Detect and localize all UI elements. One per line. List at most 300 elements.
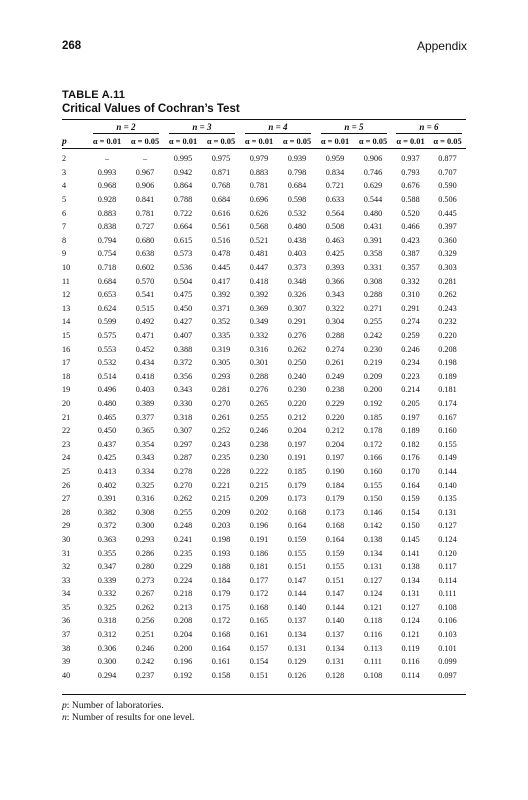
critical-value-cell: 0.240	[287, 371, 307, 381]
critical-value-cell: 0.339	[97, 575, 117, 585]
critical-value-cell: 0.312	[97, 630, 117, 640]
critical-value-cell: 0.209	[211, 507, 231, 517]
critical-value-cell: 0.185	[363, 412, 383, 422]
critical-value-cell: 0.164	[287, 521, 307, 531]
table-row	[62, 560, 466, 574]
critical-value-cell: 0.906	[135, 181, 155, 191]
critical-value-cell: 0.325	[97, 602, 117, 612]
critical-value-cell: 0.191	[287, 453, 307, 463]
group-header-row	[62, 121, 466, 134]
critical-value-cell: 0.293	[135, 534, 155, 544]
table-row	[62, 247, 466, 261]
critical-value-cell: 0.573	[173, 249, 193, 259]
critical-value-cell: 0.164	[211, 643, 231, 653]
critical-value-cell: 0.995	[173, 154, 193, 164]
p-value-cell: 21	[62, 412, 71, 422]
critical-value-cell: 0.834	[325, 167, 345, 177]
critical-value-cell: 0.303	[438, 263, 457, 273]
alpha-header: α = 0.01	[168, 137, 198, 146]
critical-value-cell: 0.906	[363, 154, 383, 164]
critical-value-cell: 0.134	[363, 548, 383, 558]
table-row	[62, 166, 466, 180]
critical-value-cell: 0.224	[173, 575, 193, 585]
p-value-cell: 11	[62, 276, 70, 286]
critical-value-cell: 0.097	[438, 670, 457, 680]
critical-value-cell: 0.124	[401, 616, 420, 626]
critical-value-cell: 0.754	[97, 249, 117, 259]
group-header: n = 5	[316, 121, 392, 134]
critical-value-cell: 0.273	[135, 575, 155, 585]
critical-value-cell: 0.192	[173, 670, 193, 680]
critical-value-cell: 0.151	[325, 575, 345, 585]
critical-value-cell: 0.242	[363, 331, 383, 341]
critical-value-cell: 0.798	[287, 167, 307, 177]
critical-value-cell: 0.144	[287, 589, 307, 599]
critical-value-cell: 0.167	[438, 412, 457, 422]
critical-value-cell: 0.564	[325, 208, 345, 218]
critical-value-cell: 0.159	[287, 534, 307, 544]
critical-value-cell: 0.198	[438, 358, 457, 368]
critical-value-cell: 0.536	[173, 263, 193, 273]
p-value-cell: 10	[62, 263, 71, 273]
critical-value-cell: 0.391	[363, 235, 383, 245]
critical-value-cell: 0.220	[438, 331, 457, 341]
critical-value-cell: 0.365	[135, 426, 155, 436]
critical-value-cell: 0.246	[401, 344, 420, 354]
critical-value-cell: 0.108	[363, 670, 383, 680]
table-row	[62, 274, 466, 288]
critical-value-cell: 0.173	[287, 494, 307, 504]
table-row	[62, 492, 466, 506]
critical-value-cell: 0.250	[287, 358, 307, 368]
p-value-cell: 34	[62, 589, 71, 599]
table-row	[62, 669, 466, 683]
alpha-header: α = 0.01	[396, 137, 425, 146]
critical-value-cell: 0.186	[249, 548, 269, 558]
critical-value-cell: 0.418	[249, 276, 269, 286]
critical-value-cell: 0.172	[363, 439, 383, 449]
critical-value-cell: 0.372	[173, 358, 193, 368]
critical-value-cell: 0.393	[325, 263, 345, 273]
table-row	[62, 587, 466, 601]
critical-value-cell: 0.146	[363, 507, 383, 517]
critical-value-cell: 0.363	[97, 534, 117, 544]
critical-value-cell: 0.255	[173, 507, 193, 517]
p-value-cell: 33	[62, 575, 71, 585]
critical-value-cell: 0.838	[97, 222, 117, 232]
critical-value-cell: 0.616	[211, 208, 231, 218]
critical-value-cell: 0.570	[135, 276, 155, 286]
critical-value-cell: 0.255	[249, 412, 269, 422]
critical-value-cell: 0.349	[249, 317, 269, 327]
table-bottom-rule	[62, 694, 466, 695]
critical-value-cell: 0.149	[438, 453, 457, 463]
critical-value-cell: 0.452	[135, 344, 155, 354]
critical-value-cell: 0.161	[249, 630, 269, 640]
critical-value-cell: 0.475	[173, 290, 193, 300]
p-value-cell: 14	[62, 317, 71, 327]
critical-value-cell: 0.664	[173, 222, 193, 232]
critical-value-cell: 0.219	[363, 358, 383, 368]
critical-value-cell: 0.445	[438, 208, 457, 218]
critical-value-cell: 0.355	[97, 548, 117, 558]
table-row	[62, 315, 466, 329]
critical-value-cell: 0.200	[173, 643, 193, 653]
critical-value-cell: 0.471	[135, 331, 155, 341]
table-row	[62, 628, 466, 642]
critical-value-cell: 0.680	[135, 235, 155, 245]
critical-value-cell: 0.294	[97, 670, 117, 680]
critical-value-cell: 0.165	[249, 616, 269, 626]
critical-value-cell: 0.255	[363, 317, 383, 327]
critical-value-cell: 0.288	[363, 290, 383, 300]
critical-value-cell: 0.402	[97, 480, 117, 490]
critical-value-cell: 0.437	[97, 439, 117, 449]
critical-value-cell: 0.515	[135, 303, 155, 313]
critical-value-cell: 0.242	[135, 657, 155, 667]
critical-value-cell: 0.425	[325, 249, 345, 259]
critical-value-cell: 0.883	[249, 167, 269, 177]
critical-value-cell: 0.480	[363, 208, 383, 218]
critical-value-cell: 0.173	[325, 507, 345, 517]
critical-value-cell: 0.391	[97, 494, 117, 504]
critical-value-cell: 0.721	[325, 181, 345, 191]
critical-value-cell: 0.161	[211, 657, 231, 667]
critical-value-cell: 0.993	[97, 167, 117, 177]
p-value-cell: 2	[62, 154, 67, 164]
critical-value-cell: 0.213	[173, 602, 193, 612]
critical-value-cell: 0.150	[363, 494, 383, 504]
critical-value-cell: 0.230	[287, 385, 307, 395]
critical-value-cell: 0.137	[325, 630, 345, 640]
table-label: TABLE A.11	[62, 89, 126, 101]
critical-value-cell: 0.192	[363, 398, 383, 408]
critical-value-cell: 0.377	[135, 412, 155, 422]
group-header-spacer	[62, 121, 88, 134]
p-value-cell: 13	[62, 303, 71, 313]
critical-value-cell: 0.373	[287, 263, 307, 273]
critical-value-cell: 0.238	[325, 385, 345, 395]
table-row	[62, 288, 466, 302]
critical-value-cell: 0.121	[363, 602, 383, 612]
critical-value-cell: 0.172	[249, 589, 269, 599]
alpha-header: α = 0.05	[282, 137, 312, 146]
critical-value-cell: 0.170	[401, 466, 420, 476]
critical-value-cell: 0.305	[211, 358, 231, 368]
critical-value-cell: 0.343	[135, 453, 155, 463]
table-row	[62, 356, 466, 370]
critical-value-cell: 0.215	[249, 480, 269, 490]
critical-value-cell: 0.481	[249, 249, 269, 259]
critical-value-cell: 0.204	[173, 630, 193, 640]
critical-value-cell: 0.356	[173, 371, 193, 381]
table-row	[62, 424, 466, 438]
critical-value-cell: 0.318	[97, 616, 117, 626]
critical-value-cell: 0.369	[249, 303, 269, 313]
table-row	[62, 641, 466, 655]
critical-value-cell: 0.334	[135, 466, 155, 476]
critical-value-cell: 0.124	[363, 589, 383, 599]
critical-value-cell: 0.590	[438, 181, 457, 191]
critical-value-cell: 0.392	[249, 290, 269, 300]
critical-value-cell: 0.106	[438, 616, 457, 626]
table-row	[62, 655, 466, 669]
critical-value-cell: 0.270	[173, 480, 193, 490]
critical-value-cell: 0.291	[287, 317, 307, 327]
table-row	[62, 533, 466, 547]
critical-value-cell: 0.189	[438, 371, 457, 381]
critical-value-cell: 0.447	[249, 263, 269, 273]
critical-value-cell: 0.164	[325, 534, 345, 544]
critical-value-cell: 0.230	[249, 453, 269, 463]
critical-value-cell: 0.262	[287, 344, 307, 354]
critical-value-cell: 0.288	[325, 331, 345, 341]
critical-value-cell: 0.129	[287, 657, 307, 667]
critical-value-cell: 0.354	[135, 439, 155, 449]
critical-value-cell: 0.794	[97, 235, 117, 245]
critical-value-cell: 0.871	[211, 167, 231, 177]
p-value-cell: 4	[62, 181, 67, 191]
critical-value-cell: 0.332	[97, 589, 117, 599]
critical-value-cell: 0.418	[135, 371, 155, 381]
critical-value-cell: 0.214	[401, 385, 420, 395]
critical-value-cell: 0.203	[211, 521, 231, 531]
critical-value-cell: 0.366	[325, 276, 345, 286]
critical-value-cell: 0.335	[211, 331, 231, 341]
table-notes	[62, 700, 194, 724]
critical-value-cell: 0.532	[287, 208, 307, 218]
critical-value-cell: 0.939	[287, 154, 307, 164]
critical-value-cell: 0.532	[97, 358, 117, 368]
critical-value-cell: 0.325	[135, 480, 155, 490]
p-value-cell: 27	[62, 494, 71, 504]
critical-value-cell: 0.445	[211, 263, 231, 273]
critical-value-cell: 0.331	[363, 263, 383, 273]
critical-value-cell: 0.241	[173, 534, 193, 544]
critical-value-cell: 0.108	[438, 602, 457, 612]
critical-value-cell: 0.188	[211, 562, 231, 572]
critical-value-cell: 0.158	[211, 670, 231, 680]
critical-value-cell: 0.382	[97, 507, 117, 517]
p-value-cell: 15	[62, 331, 71, 341]
critical-value-cell: 0.358	[363, 249, 383, 259]
critical-value-cell: 0.280	[135, 562, 155, 572]
critical-value-cell: 0.423	[401, 235, 420, 245]
critical-value-cell: 0.151	[287, 562, 307, 572]
critical-value-cell: 0.465	[97, 412, 117, 422]
critical-value-cell: 0.215	[211, 494, 231, 504]
critical-value-cell: 0.281	[211, 385, 231, 395]
critical-value-cell: 0.154	[401, 507, 420, 517]
critical-value-cell: 0.118	[363, 616, 383, 626]
critical-value-cell: 0.114	[401, 670, 420, 680]
critical-value-cell: 0.234	[401, 358, 420, 368]
critical-value-cell: 0.602	[135, 263, 155, 273]
critical-value-cell: 0.332	[249, 331, 269, 341]
critical-value-cell: 0.326	[287, 290, 307, 300]
critical-value-cell: 0.256	[135, 616, 155, 626]
critical-value-cell: 0.230	[363, 344, 383, 354]
critical-value-cell: 0.141	[401, 548, 420, 558]
critical-value-cell: 0.204	[287, 426, 307, 436]
critical-value-cell: 0.271	[363, 303, 383, 313]
critical-value-cell: 0.307	[287, 303, 307, 313]
p-value-cell: 22	[62, 426, 71, 436]
critical-value-cell: 0.220	[325, 412, 345, 422]
critical-value-cell: 0.168	[211, 630, 231, 640]
p-value-cell: 25	[62, 466, 71, 476]
table-row	[62, 614, 466, 628]
critical-value-cell: 0.138	[401, 562, 420, 572]
critical-value-cell: 0.168	[287, 507, 307, 517]
critical-value-cell: 0.975	[211, 154, 231, 164]
p-value-cell: 9	[62, 249, 67, 259]
critical-value-cell: 0.413	[97, 466, 117, 476]
p-column-header: p	[62, 136, 67, 147]
critical-value-cell: 0.164	[401, 480, 420, 490]
critical-value-cell: 0.174	[438, 398, 457, 408]
critical-value-cell: 0.329	[438, 249, 457, 259]
critical-value-cell: 0.466	[401, 222, 420, 232]
critical-value-cell: 0.288	[249, 371, 269, 381]
critical-value-cell: 0.722	[173, 208, 193, 218]
critical-value-cell: 0.480	[97, 398, 117, 408]
critical-value-cell: 0.197	[287, 439, 307, 449]
table-row	[62, 573, 466, 587]
critical-value-cell: –	[104, 154, 110, 164]
critical-value-cell: 0.316	[135, 494, 155, 504]
critical-value-cell: 0.599	[97, 317, 117, 327]
critical-value-cell: 0.575	[97, 331, 117, 341]
critical-value-cell: 0.117	[438, 562, 457, 572]
critical-value-cell: 0.427	[173, 317, 193, 327]
critical-value-cell: 0.116	[401, 657, 420, 667]
critical-value-cell: 0.212	[287, 412, 307, 422]
critical-value-cell: 0.119	[401, 643, 420, 653]
critical-value-cell: 0.684	[211, 195, 231, 205]
critical-value-cell: 0.388	[173, 344, 193, 354]
critical-value-cell: 0.343	[325, 290, 345, 300]
group-header: n = 2	[88, 121, 164, 134]
critical-value-cell: 0.184	[325, 480, 345, 490]
critical-value-cell: 0.185	[287, 466, 307, 476]
critical-value-cell: 0.615	[173, 235, 193, 245]
table-body	[62, 149, 466, 682]
critical-value-cell: 0.159	[325, 548, 345, 558]
critical-value-cell: 0.332	[401, 276, 420, 286]
p-value-cell: 30	[62, 534, 71, 544]
critical-value-cell: 0.168	[325, 521, 345, 531]
alpha-header: α = 0.05	[433, 137, 462, 146]
p-value-cell: 40	[62, 670, 71, 680]
critical-value-cell: 0.653	[97, 290, 117, 300]
critical-value-cell: 0.265	[249, 398, 269, 408]
table-row	[62, 220, 466, 234]
critical-value-cell: 0.144	[438, 466, 457, 476]
critical-value-cell: 0.204	[325, 439, 345, 449]
critical-value-cell: 0.438	[287, 235, 307, 245]
critical-value-cell: 0.319	[211, 344, 231, 354]
critical-value-cell: 0.127	[401, 602, 420, 612]
table-row	[62, 234, 466, 248]
alpha-header: α = 0.01	[320, 137, 350, 146]
table-row	[62, 451, 466, 465]
p-value-cell: 17	[62, 358, 71, 368]
critical-value-cell: 0.191	[249, 534, 269, 544]
critical-value-cell: 0.205	[401, 398, 420, 408]
critical-value-cell: 0.310	[401, 290, 420, 300]
table-row	[62, 302, 466, 316]
table-top-rule	[62, 119, 466, 120]
alpha-header: α = 0.05	[358, 137, 388, 146]
critical-value-cell: 0.243	[211, 439, 231, 449]
critical-value-cell: 0.166	[363, 453, 383, 463]
critical-value-cell: 0.209	[363, 371, 383, 381]
critical-value-cell: 0.196	[173, 657, 193, 667]
p-value-cell: 24	[62, 453, 71, 463]
critical-value-cell: 0.229	[325, 398, 345, 408]
critical-value-cell: 0.155	[287, 548, 307, 558]
critical-value-cell: 0.360	[438, 235, 457, 245]
critical-value-cell: 0.541	[135, 290, 155, 300]
table-row	[62, 397, 466, 411]
critical-value-cell: 0.116	[363, 630, 383, 640]
critical-value-cell: 0.126	[287, 670, 307, 680]
group-header: n = 4	[240, 121, 316, 134]
critical-value-cell: 0.232	[438, 317, 457, 327]
critical-value-cell: 0.304	[325, 317, 345, 327]
critical-value-cell: 0.168	[249, 602, 269, 612]
table-title: Critical Values of Cochran’s Test	[62, 103, 240, 115]
critical-value-cell: 0.159	[401, 494, 420, 504]
critical-value-cell: 0.208	[173, 616, 193, 626]
critical-value-cell: 0.262	[438, 290, 457, 300]
critical-value-cell: 0.588	[401, 195, 420, 205]
critical-value-cell: 0.633	[325, 195, 345, 205]
p-value-cell: 28	[62, 507, 71, 517]
critical-value-cell: 0.197	[401, 412, 420, 422]
p-value-cell: 38	[62, 643, 71, 653]
table-row	[62, 206, 466, 220]
critical-value-cell: 0.134	[325, 643, 345, 653]
critical-value-cell: 0.131	[438, 507, 457, 517]
p-value-cell: 36	[62, 616, 71, 626]
table-row	[62, 546, 466, 560]
critical-value-cell: 0.177	[249, 575, 269, 585]
critical-value-cell: 0.293	[211, 371, 231, 381]
critical-value-cell: 0.403	[287, 249, 307, 259]
critical-value-cell: 0.431	[363, 222, 383, 232]
critical-value-cell: 0.131	[287, 643, 307, 653]
critical-value-cell: 0.553	[97, 344, 117, 354]
critical-value-cell: 0.249	[325, 371, 345, 381]
critical-value-cell: 0.182	[401, 439, 420, 449]
critical-value-cell: 0.179	[325, 494, 345, 504]
critical-value-cell: 0.942	[173, 167, 193, 177]
table-row	[62, 370, 466, 384]
critical-value-cell: 0.287	[173, 453, 193, 463]
critical-value-cell: 0.508	[325, 222, 345, 232]
critical-value-cell: 0.979	[249, 154, 269, 164]
critical-value-cell: 0.155	[438, 439, 457, 449]
table-row	[62, 193, 466, 207]
critical-value-cell: 0.793	[401, 167, 420, 177]
critical-value-cell: 0.478	[211, 249, 231, 259]
p-value-cell: 20	[62, 398, 71, 408]
critical-value-cell: 0.181	[249, 562, 269, 572]
critical-value-cell: 0.140	[325, 616, 345, 626]
critical-value-cell: 0.111	[364, 657, 382, 667]
